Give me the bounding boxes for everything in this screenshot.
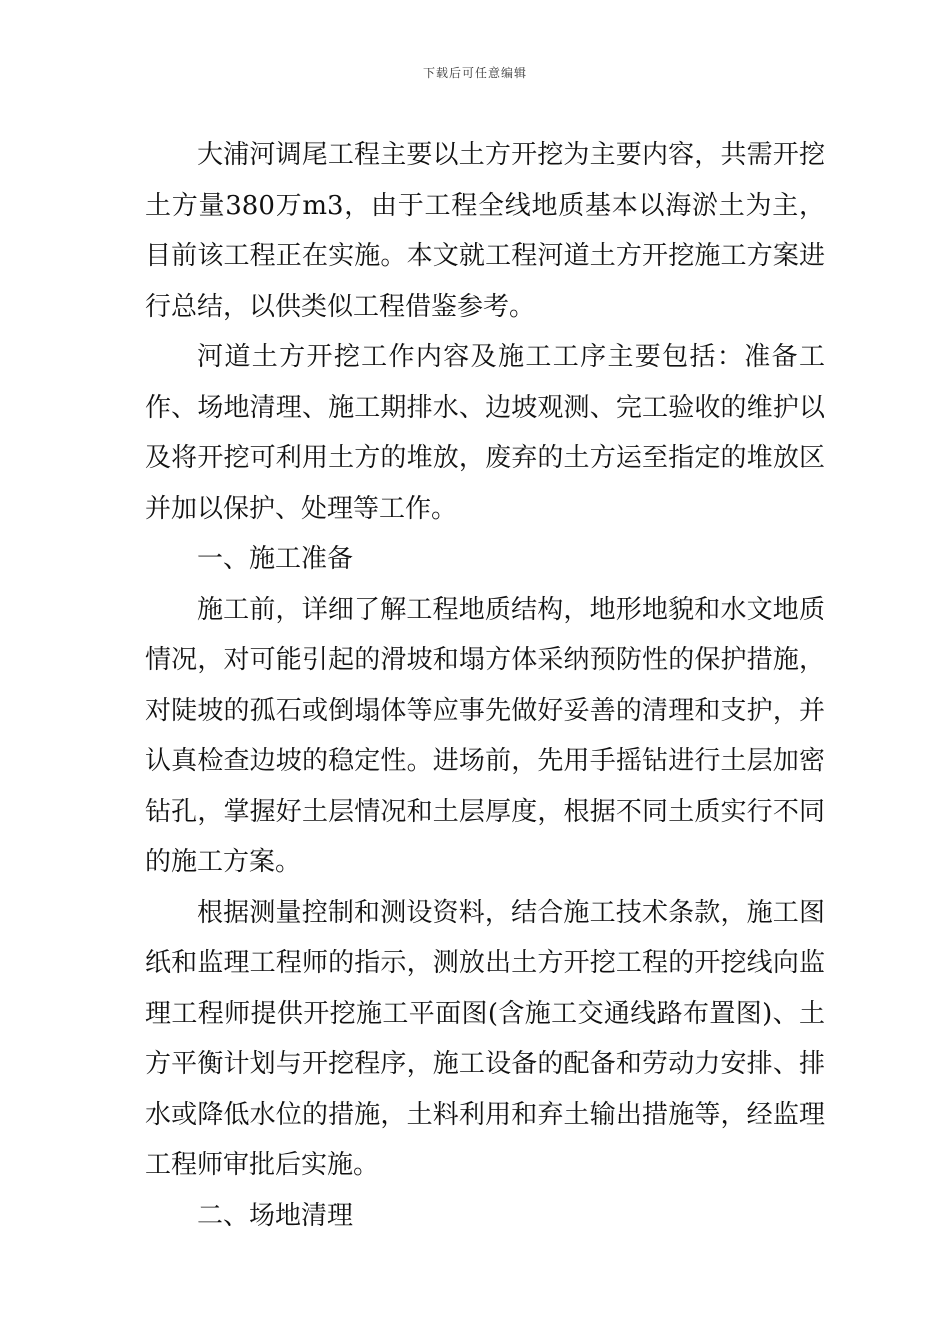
paragraph-preparation-plan: 根据测量控制和测设资料，结合施工技术条款，施工图纸和监理工程师的指示，测放出土方开挖工程的开挖线向监理工程师提供开挖施工平面图(含施工交通线路布置图)、土方平衡计划与开挖程序，施工设备的配备和劳动力安排、排水或降低水位的措施，土料利用和弃土输出措施等，经监理工程师审批后实施。 bbox=[145, 897, 825, 1180]
document-body bbox=[145, 130, 825, 1241]
paragraph-work-scope: 河道土方开挖工作内容及施工工序主要包括：准备工作、场地清理、施工期排水、边坡观测、完工验收的维护以及将开挖可利用土方的堆放，废弃的土方运至指定的堆放区并加以保护、处理等工作。 bbox=[145, 342, 825, 524]
section-heading-preparation: 一、施工准备 bbox=[197, 544, 354, 574]
page-header-note: 下载后可任意编辑 bbox=[422, 66, 527, 80]
paragraph-intro: 大浦河调尾工程主要以土方开挖为主要内容，共需开挖土方量380万m3，由于工程全线地质基本以海淤土为主，目前该工程正在实施。本文就工程河道土方开挖施工方案进行总结，以供类似工程借鉴参考。 bbox=[145, 140, 825, 322]
section-heading-site-clearing: 二、场地清理 bbox=[197, 1200, 354, 1231]
paragraph-preparation-survey: 施工前，详细了解工程地质结构，地形地貌和水文地质情况，对可能引起的滑坡和塌方体采纳预防性的保护措施，对陡坡的孤石或倒塌体等应事先做好妥善的清理和支护，并认真检查边坡的稳定性。进场前，先用手摇钻进行土层加密钻孔，掌握好土层情况和土层厚度，根据不同土质实行不同的施工方案。 bbox=[145, 594, 825, 877]
